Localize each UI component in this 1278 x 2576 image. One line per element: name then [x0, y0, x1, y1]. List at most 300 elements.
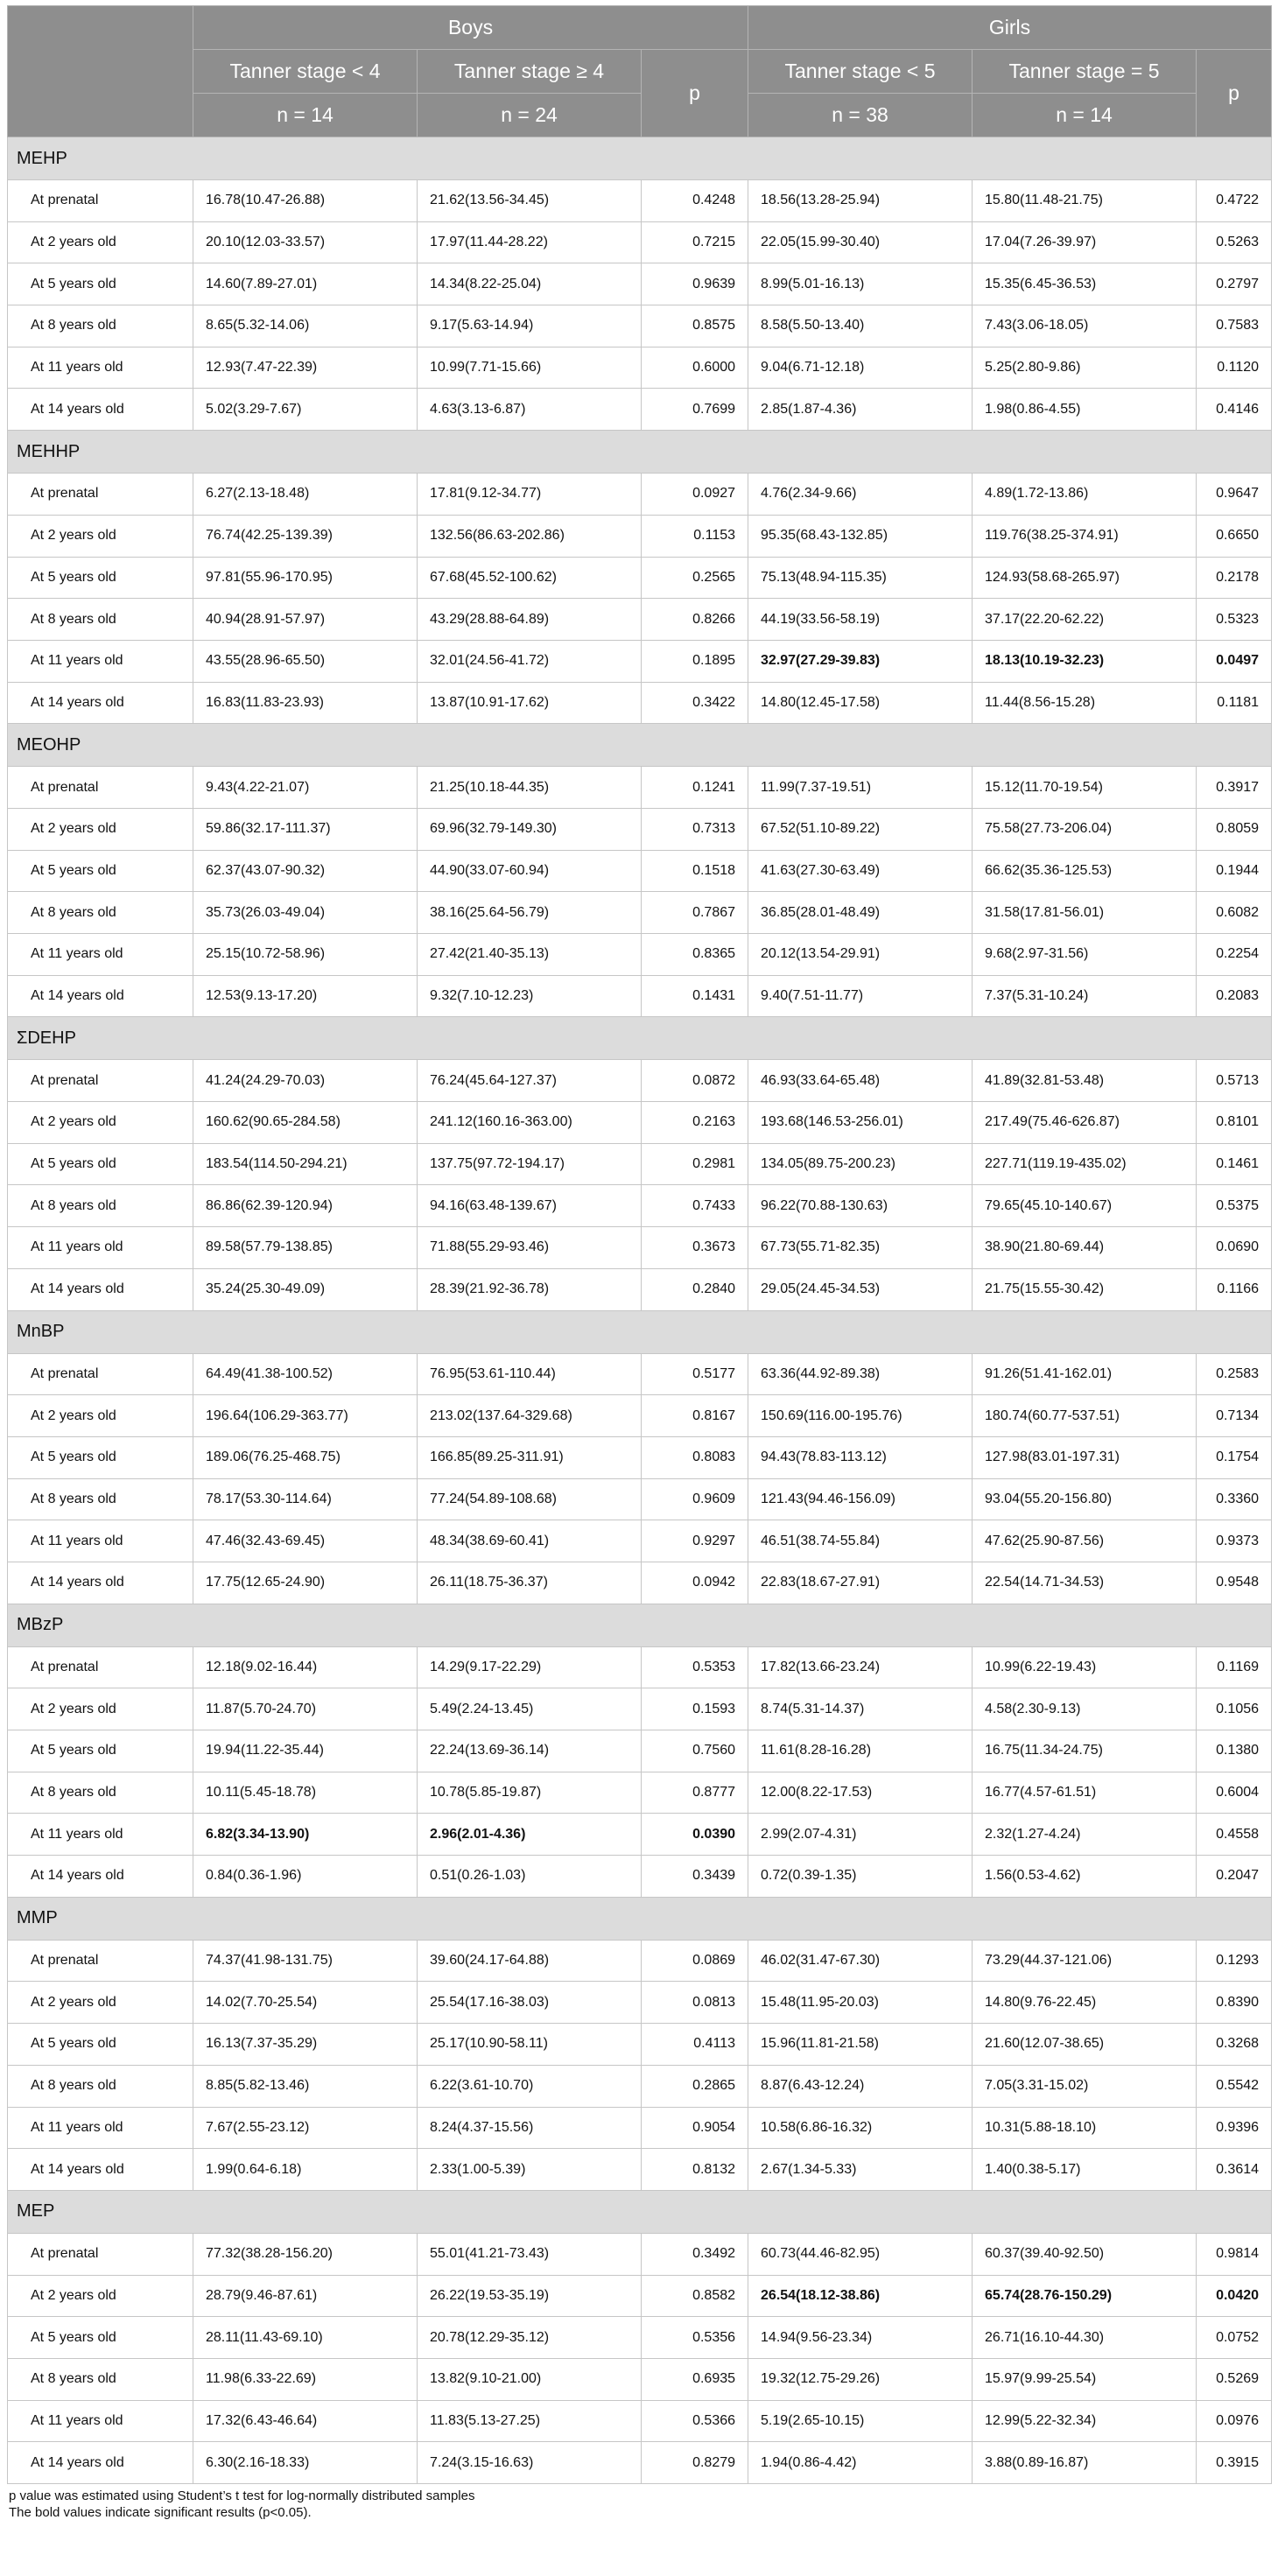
boys-stage-high-cell: 32.01(24.56-41.72): [418, 640, 642, 682]
row-label-cell: At 14 years old: [8, 1562, 193, 1604]
girls-stage-low-cell: 19.32(12.75-29.26): [748, 2358, 973, 2400]
boys-stage-low-cell: 183.54(114.50-294.21): [193, 1143, 418, 1185]
girls-stage-high-cell: 10.99(6.22-19.43): [973, 1646, 1197, 1688]
girls-p-value-cell: 0.7583: [1197, 305, 1272, 347]
girls-p-value-cell: 0.8390: [1197, 1982, 1272, 2024]
boys-stage-high-cell: 10.99(7.71-15.66): [418, 347, 642, 389]
boys-stage-high-cell: 4.63(3.13-6.87): [418, 389, 642, 431]
table-row: [8, 305, 1272, 347]
row-label-cell: At 11 years old: [8, 2107, 193, 2149]
boys-p-value-cell: 0.2840: [642, 1268, 748, 1310]
boys-stage-low-cell: 196.64(106.29-363.77): [193, 1395, 418, 1437]
group-row: [8, 431, 1272, 474]
boys-p-value-cell: 0.0872: [642, 1060, 748, 1102]
girls-stage-high-cell: 15.97(9.99-25.54): [973, 2358, 1197, 2400]
boys-stage-high-cell: 20.78(12.29-35.12): [418, 2317, 642, 2359]
girls-p-value-cell: 0.2047: [1197, 1856, 1272, 1898]
girls-p-value-cell: 0.1380: [1197, 1730, 1272, 1772]
group-row: [8, 1017, 1272, 1060]
group-name: MEHHP: [8, 431, 1272, 474]
boys-stage-high-cell: 17.97(11.44-28.22): [418, 221, 642, 263]
boys-stage-low-cell: 28.11(11.43-69.10): [193, 2317, 418, 2359]
girls-stage-low-cell: 9.40(7.51-11.77): [748, 975, 973, 1017]
table-row: [8, 1814, 1272, 1856]
boys-stage-low-cell: 25.15(10.72-58.96): [193, 934, 418, 976]
boys-stage-low-cell: 97.81(55.96-170.95): [193, 557, 418, 599]
row-label-cell: At 2 years old: [8, 1102, 193, 1144]
girls-stage-low-cell: 9.04(6.71-12.18): [748, 347, 973, 389]
row-label-cell: At 5 years old: [8, 1730, 193, 1772]
girls-stage-high-cell: 9.68(2.97-31.56): [973, 934, 1197, 976]
boys-stage-low-cell: 78.17(53.30-114.64): [193, 1478, 418, 1520]
girls-p-value-cell: 0.1166: [1197, 1268, 1272, 1310]
girls-stage-low-cell: 150.69(116.00-195.76): [748, 1395, 973, 1437]
boys-stage-high-cell: 8.24(4.37-15.56): [418, 2107, 642, 2149]
girls-p-value-cell: 0.6650: [1197, 515, 1272, 557]
boys-stage-low-cell: 12.18(9.02-16.44): [193, 1646, 418, 1688]
boys-stage-low-cell: 59.86(32.17-111.37): [193, 808, 418, 850]
header-boys-n-high: n = 24: [418, 94, 642, 137]
row-label-cell: At 5 years old: [8, 263, 193, 305]
girls-p-value-cell: 0.1293: [1197, 1940, 1272, 1982]
boys-stage-high-cell: 27.42(21.40-35.13): [418, 934, 642, 976]
boys-stage-low-cell: 47.46(32.43-69.45): [193, 1520, 418, 1562]
girls-stage-high-cell: 18.13(10.19-32.23): [973, 640, 1197, 682]
boys-stage-high-cell: 43.29(28.88-64.89): [418, 599, 642, 641]
girls-stage-low-cell: 46.51(38.74-55.84): [748, 1520, 973, 1562]
girls-p-value-cell: 0.1181: [1197, 682, 1272, 724]
table-row: [8, 557, 1272, 599]
row-label-cell: At 5 years old: [8, 1436, 193, 1478]
boys-p-value-cell: 0.9609: [642, 1478, 748, 1520]
girls-stage-high-cell: 11.44(8.56-15.28): [973, 682, 1197, 724]
girls-p-value-cell: 0.3360: [1197, 1478, 1272, 1520]
girls-stage-high-cell: 12.99(5.22-32.34): [973, 2400, 1197, 2442]
girls-p-value-cell: 0.5542: [1197, 2065, 1272, 2107]
boys-stage-high-cell: 9.17(5.63-14.94): [418, 305, 642, 347]
girls-p-value-cell: 0.6082: [1197, 892, 1272, 934]
row-label-cell: At 2 years old: [8, 221, 193, 263]
girls-p-value-cell: 0.1461: [1197, 1143, 1272, 1185]
girls-p-value-cell: 0.5269: [1197, 2358, 1272, 2400]
boys-p-value-cell: 0.1431: [642, 975, 748, 1017]
girls-stage-high-cell: 14.80(9.76-22.45): [973, 1982, 1197, 2024]
boys-stage-low-cell: 7.67(2.55-23.12): [193, 2107, 418, 2149]
boys-stage-high-cell: 2.33(1.00-5.39): [418, 2149, 642, 2191]
girls-stage-low-cell: 36.85(28.01-48.49): [748, 892, 973, 934]
group-name: MEHP: [8, 137, 1272, 180]
boys-stage-high-cell: 13.87(10.91-17.62): [418, 682, 642, 724]
boys-stage-low-cell: 41.24(24.29-70.03): [193, 1060, 418, 1102]
table-row: [8, 934, 1272, 976]
table-row: [8, 682, 1272, 724]
girls-stage-high-cell: 1.98(0.86-4.55): [973, 389, 1197, 431]
header-boys-stage-high: Tanner stage ≥ 4: [418, 50, 642, 94]
boys-stage-high-cell: 76.24(45.64-127.37): [418, 1060, 642, 1102]
table-row: [8, 975, 1272, 1017]
boys-p-value-cell: 0.2163: [642, 1102, 748, 1144]
table-row: [8, 474, 1272, 516]
girls-p-value-cell: 0.1120: [1197, 347, 1272, 389]
boys-p-value-cell: 0.0942: [642, 1562, 748, 1604]
boys-stage-low-cell: 8.65(5.32-14.06): [193, 305, 418, 347]
girls-stage-high-cell: 91.26(51.41-162.01): [973, 1353, 1197, 1395]
table-row: [8, 1436, 1272, 1478]
row-label-cell: At 8 years old: [8, 305, 193, 347]
boys-stage-high-cell: 21.25(10.18-44.35): [418, 767, 642, 809]
boys-stage-low-cell: 17.32(6.43-46.64): [193, 2400, 418, 2442]
boys-p-value-cell: 0.0390: [642, 1814, 748, 1856]
girls-p-value-cell: 0.2178: [1197, 557, 1272, 599]
boys-stage-low-cell: 43.55(28.96-65.50): [193, 640, 418, 682]
boys-stage-high-cell: 2.96(2.01-4.36): [418, 1814, 642, 1856]
girls-stage-low-cell: 96.22(70.88-130.63): [748, 1185, 973, 1227]
row-label-cell: At 11 years old: [8, 1227, 193, 1269]
row-label-cell: At prenatal: [8, 1353, 193, 1395]
girls-stage-low-cell: 12.00(8.22-17.53): [748, 1772, 973, 1814]
boys-stage-high-cell: 21.62(13.56-34.45): [418, 180, 642, 222]
footnote-p-value: p value was estimated using Student’s t test for log-normally distributed samples: [9, 2488, 475, 2503]
girls-stage-low-cell: 8.58(5.50-13.40): [748, 305, 973, 347]
girls-stage-high-cell: 41.89(32.81-53.48): [973, 1060, 1197, 1102]
header-blank-cell: [8, 6, 193, 137]
row-label-cell: At prenatal: [8, 2233, 193, 2275]
girls-stage-low-cell: 95.35(68.43-132.85): [748, 515, 973, 557]
row-label-cell: At 14 years old: [8, 2442, 193, 2484]
row-label-cell: At 8 years old: [8, 1185, 193, 1227]
boys-stage-low-cell: 16.13(7.37-35.29): [193, 2024, 418, 2066]
boys-stage-low-cell: 89.58(57.79-138.85): [193, 1227, 418, 1269]
girls-stage-low-cell: 46.93(33.64-65.48): [748, 1060, 973, 1102]
girls-stage-low-cell: 67.52(51.10-89.22): [748, 808, 973, 850]
group-name: ΣDEHP: [8, 1017, 1272, 1060]
boys-p-value-cell: 0.1153: [642, 515, 748, 557]
boys-stage-high-cell: 13.82(9.10-21.00): [418, 2358, 642, 2400]
girls-stage-high-cell: 93.04(55.20-156.80): [973, 1478, 1197, 1520]
table-row: [8, 1520, 1272, 1562]
boys-p-value-cell: 0.7560: [642, 1730, 748, 1772]
boys-stage-low-cell: 17.75(12.65-24.90): [193, 1562, 418, 1604]
table-row: [8, 2024, 1272, 2066]
girls-stage-high-cell: 16.75(11.34-24.75): [973, 1730, 1197, 1772]
girls-p-value-cell: 0.0420: [1197, 2275, 1272, 2317]
boys-p-value-cell: 0.0813: [642, 1982, 748, 2024]
boys-stage-low-cell: 35.73(26.03-49.04): [193, 892, 418, 934]
girls-p-value-cell: 0.4146: [1197, 389, 1272, 431]
girls-p-value-cell: 0.8059: [1197, 808, 1272, 850]
girls-stage-low-cell: 1.94(0.86-4.42): [748, 2442, 973, 2484]
boys-p-value-cell: 0.3492: [642, 2233, 748, 2275]
group-row: [8, 137, 1272, 180]
girls-stage-low-cell: 44.19(33.56-58.19): [748, 599, 973, 641]
girls-stage-high-cell: 227.71(119.19-435.02): [973, 1143, 1197, 1185]
boys-p-value-cell: 0.1241: [642, 767, 748, 809]
boys-stage-low-cell: 160.62(90.65-284.58): [193, 1102, 418, 1144]
girls-stage-low-cell: 2.99(2.07-4.31): [748, 1814, 973, 1856]
boys-stage-low-cell: 86.86(62.39-120.94): [193, 1185, 418, 1227]
boys-p-value-cell: 0.7313: [642, 808, 748, 850]
girls-stage-high-cell: 26.71(16.10-44.30): [973, 2317, 1197, 2359]
boys-stage-high-cell: 69.96(32.79-149.30): [418, 808, 642, 850]
girls-stage-low-cell: 11.99(7.37-19.51): [748, 767, 973, 809]
boys-stage-high-cell: 241.12(160.16-363.00): [418, 1102, 642, 1144]
boys-stage-low-cell: 14.02(7.70-25.54): [193, 1982, 418, 2024]
boys-stage-low-cell: 8.85(5.82-13.46): [193, 2065, 418, 2107]
table-row: [8, 1185, 1272, 1227]
boys-stage-low-cell: 6.30(2.16-18.33): [193, 2442, 418, 2484]
girls-stage-high-cell: 21.60(12.07-38.65): [973, 2024, 1197, 2066]
boys-p-value-cell: 0.1895: [642, 640, 748, 682]
table-row: [8, 640, 1272, 682]
girls-p-value-cell: 0.6004: [1197, 1772, 1272, 1814]
boys-stage-high-cell: 9.32(7.10-12.23): [418, 975, 642, 1017]
girls-stage-high-cell: 127.98(83.01-197.31): [973, 1436, 1197, 1478]
boys-p-value-cell: 0.7699: [642, 389, 748, 431]
boys-p-value-cell: 0.1593: [642, 1688, 748, 1730]
girls-stage-low-cell: 29.05(24.45-34.53): [748, 1268, 973, 1310]
girls-stage-high-cell: 73.29(44.37-121.06): [973, 1940, 1197, 1982]
boys-p-value-cell: 0.4113: [642, 2024, 748, 2066]
table-row: [8, 808, 1272, 850]
girls-p-value-cell: 0.8101: [1197, 1102, 1272, 1144]
girls-stage-low-cell: 5.19(2.65-10.15): [748, 2400, 973, 2442]
row-label-cell: At 14 years old: [8, 1268, 193, 1310]
girls-stage-high-cell: 66.62(35.36-125.53): [973, 850, 1197, 892]
girls-stage-high-cell: 1.40(0.38-5.17): [973, 2149, 1197, 2191]
row-label-cell: At 11 years old: [8, 640, 193, 682]
table-header: [8, 6, 1272, 137]
table-row: [8, 2400, 1272, 2442]
boys-p-value-cell: 0.2981: [642, 1143, 748, 1185]
boys-stage-low-cell: 5.02(3.29-7.67): [193, 389, 418, 431]
row-label-cell: At 2 years old: [8, 1982, 193, 2024]
row-label-cell: At prenatal: [8, 767, 193, 809]
boys-stage-low-cell: 77.32(38.28-156.20): [193, 2233, 418, 2275]
row-label-cell: At 8 years old: [8, 2065, 193, 2107]
girls-stage-low-cell: 2.67(1.34-5.33): [748, 2149, 973, 2191]
table-row: [8, 1395, 1272, 1437]
table-row: [8, 1268, 1272, 1310]
boys-p-value-cell: 0.5356: [642, 2317, 748, 2359]
table-row: [8, 1982, 1272, 2024]
row-label-cell: At 14 years old: [8, 2149, 193, 2191]
girls-stage-high-cell: 7.43(3.06-18.05): [973, 305, 1197, 347]
row-label-cell: At 11 years old: [8, 347, 193, 389]
boys-stage-high-cell: 137.75(97.72-194.17): [418, 1143, 642, 1185]
header-girls-n-low: n = 38: [748, 94, 973, 137]
group-name: MnBP: [8, 1310, 1272, 1353]
girls-stage-high-cell: 7.37(5.31-10.24): [973, 975, 1197, 1017]
boys-stage-high-cell: 55.01(41.21-73.43): [418, 2233, 642, 2275]
table-container: [7, 5, 1271, 2521]
table-row: [8, 1353, 1272, 1395]
row-label-cell: At 5 years old: [8, 2317, 193, 2359]
girls-p-value-cell: 0.1754: [1197, 1436, 1272, 1478]
girls-p-value-cell: 0.9814: [1197, 2233, 1272, 2275]
girls-stage-low-cell: 17.82(13.66-23.24): [748, 1646, 973, 1688]
boys-p-value-cell: 0.6935: [642, 2358, 748, 2400]
boys-p-value-cell: 0.2565: [642, 557, 748, 599]
boys-stage-high-cell: 7.24(3.15-16.63): [418, 2442, 642, 2484]
girls-stage-high-cell: 7.05(3.31-15.02): [973, 2065, 1197, 2107]
table-row: [8, 1060, 1272, 1102]
girls-p-value-cell: 0.9647: [1197, 474, 1272, 516]
row-label-cell: At 14 years old: [8, 389, 193, 431]
boys-stage-high-cell: 132.56(86.63-202.86): [418, 515, 642, 557]
table-row: [8, 2107, 1272, 2149]
boys-stage-low-cell: 6.27(2.13-18.48): [193, 474, 418, 516]
boys-p-value-cell: 0.8083: [642, 1436, 748, 1478]
boys-p-value-cell: 0.9639: [642, 263, 748, 305]
boys-stage-low-cell: 14.60(7.89-27.01): [193, 263, 418, 305]
row-label-cell: At 11 years old: [8, 1814, 193, 1856]
girls-p-value-cell: 0.5323: [1197, 599, 1272, 641]
row-label-cell: At 14 years old: [8, 975, 193, 1017]
row-label-cell: At 5 years old: [8, 557, 193, 599]
row-label-cell: At prenatal: [8, 180, 193, 222]
header-boys: Boys: [193, 6, 748, 50]
girls-stage-high-cell: 15.12(11.70-19.54): [973, 767, 1197, 809]
row-label-cell: At prenatal: [8, 1060, 193, 1102]
row-label-cell: At 5 years old: [8, 2024, 193, 2066]
boys-p-value-cell: 0.7867: [642, 892, 748, 934]
group-row: [8, 1897, 1272, 1940]
group-row: [8, 2190, 1272, 2233]
row-label-cell: At 11 years old: [8, 1520, 193, 1562]
boys-stage-high-cell: 48.34(38.69-60.41): [418, 1520, 642, 1562]
girls-stage-high-cell: 79.65(45.10-140.67): [973, 1185, 1197, 1227]
table-row: [8, 1940, 1272, 1982]
girls-p-value-cell: 0.3917: [1197, 767, 1272, 809]
boys-p-value-cell: 0.7433: [642, 1185, 748, 1227]
girls-stage-high-cell: 15.80(11.48-21.75): [973, 180, 1197, 222]
girls-stage-high-cell: 60.37(39.40-92.50): [973, 2233, 1197, 2275]
table-row: [8, 180, 1272, 222]
boys-stage-high-cell: 22.24(13.69-36.14): [418, 1730, 642, 1772]
table-row: [8, 2442, 1272, 2484]
row-label-cell: At 8 years old: [8, 2358, 193, 2400]
girls-stage-high-cell: 65.74(28.76-150.29): [973, 2275, 1197, 2317]
boys-stage-high-cell: 17.81(9.12-34.77): [418, 474, 642, 516]
girls-stage-high-cell: 180.74(60.77-537.51): [973, 1395, 1197, 1437]
girls-p-value-cell: 0.2083: [1197, 975, 1272, 1017]
girls-p-value-cell: 0.0497: [1197, 640, 1272, 682]
boys-stage-high-cell: 25.17(10.90-58.11): [418, 2024, 642, 2066]
row-label-cell: At 8 years old: [8, 892, 193, 934]
boys-stage-high-cell: 14.29(9.17-22.29): [418, 1646, 642, 1688]
boys-stage-low-cell: 64.49(41.38-100.52): [193, 1353, 418, 1395]
girls-p-value-cell: 0.1169: [1197, 1646, 1272, 1688]
data-table: [7, 5, 1272, 2484]
header-boys-stage-low: Tanner stage < 4: [193, 50, 418, 94]
boys-p-value-cell: 0.8777: [642, 1772, 748, 1814]
girls-stage-high-cell: 22.54(14.71-34.53): [973, 1562, 1197, 1604]
boys-p-value-cell: 0.8279: [642, 2442, 748, 2484]
table-row: [8, 2233, 1272, 2275]
boys-stage-low-cell: 76.74(42.25-139.39): [193, 515, 418, 557]
row-label-cell: At 11 years old: [8, 2400, 193, 2442]
row-label-cell: At 2 years old: [8, 2275, 193, 2317]
row-label-cell: At 11 years old: [8, 934, 193, 976]
group-row: [8, 1310, 1272, 1353]
row-label-cell: At 8 years old: [8, 599, 193, 641]
boys-stage-high-cell: 25.54(17.16-38.03): [418, 1982, 642, 2024]
group-row: [8, 724, 1272, 767]
table-row: [8, 389, 1272, 431]
header-boys-p: p: [642, 50, 748, 137]
girls-stage-low-cell: 14.80(12.45-17.58): [748, 682, 973, 724]
header-girls: Girls: [748, 6, 1272, 50]
girls-stage-high-cell: 38.90(21.80-69.44): [973, 1227, 1197, 1269]
boys-stage-high-cell: 76.95(53.61-110.44): [418, 1353, 642, 1395]
table-row: [8, 1478, 1272, 1520]
header-girls-stage-low: Tanner stage < 5: [748, 50, 973, 94]
girls-stage-high-cell: 5.25(2.80-9.86): [973, 347, 1197, 389]
group-name: MBzP: [8, 1604, 1272, 1646]
table-row: [8, 2149, 1272, 2191]
table-row: [8, 263, 1272, 305]
row-label-cell: At 2 years old: [8, 1395, 193, 1437]
boys-p-value-cell: 0.3673: [642, 1227, 748, 1269]
table-row: [8, 1688, 1272, 1730]
boys-stage-low-cell: 62.37(43.07-90.32): [193, 850, 418, 892]
boys-p-value-cell: 0.1518: [642, 850, 748, 892]
boys-stage-low-cell: 10.11(5.45-18.78): [193, 1772, 418, 1814]
boys-stage-high-cell: 44.90(33.07-60.94): [418, 850, 642, 892]
girls-stage-high-cell: 4.89(1.72-13.86): [973, 474, 1197, 516]
boys-stage-low-cell: 6.82(3.34-13.90): [193, 1814, 418, 1856]
girls-p-value-cell: 0.5375: [1197, 1185, 1272, 1227]
row-label-cell: At prenatal: [8, 1940, 193, 1982]
girls-p-value-cell: 0.1944: [1197, 850, 1272, 892]
girls-stage-high-cell: 4.58(2.30-9.13): [973, 1688, 1197, 1730]
boys-p-value-cell: 0.0869: [642, 1940, 748, 1982]
girls-p-value-cell: 0.2254: [1197, 934, 1272, 976]
boys-stage-high-cell: 213.02(137.64-329.68): [418, 1395, 642, 1437]
boys-stage-high-cell: 94.16(63.48-139.67): [418, 1185, 642, 1227]
boys-stage-low-cell: 0.84(0.36-1.96): [193, 1856, 418, 1898]
boys-stage-high-cell: 26.22(19.53-35.19): [418, 2275, 642, 2317]
header-boys-n-low: n = 14: [193, 94, 418, 137]
row-label-cell: At 8 years old: [8, 1772, 193, 1814]
girls-stage-low-cell: 2.85(1.87-4.36): [748, 389, 973, 431]
girls-stage-low-cell: 63.36(44.92-89.38): [748, 1353, 973, 1395]
girls-p-value-cell: 0.2797: [1197, 263, 1272, 305]
boys-stage-low-cell: 20.10(12.03-33.57): [193, 221, 418, 263]
girls-stage-low-cell: 10.58(6.86-16.32): [748, 2107, 973, 2149]
girls-stage-low-cell: 11.61(8.28-16.28): [748, 1730, 973, 1772]
girls-stage-low-cell: 0.72(0.39-1.35): [748, 1856, 973, 1898]
girls-stage-high-cell: 1.56(0.53-4.62): [973, 1856, 1197, 1898]
girls-stage-high-cell: 75.58(27.73-206.04): [973, 808, 1197, 850]
boys-p-value-cell: 0.8582: [642, 2275, 748, 2317]
table-row: [8, 892, 1272, 934]
boys-stage-low-cell: 16.83(11.83-23.93): [193, 682, 418, 724]
girls-stage-low-cell: 22.83(18.67-27.91): [748, 1562, 973, 1604]
table-row: [8, 1772, 1272, 1814]
girls-p-value-cell: 0.0752: [1197, 2317, 1272, 2359]
boys-p-value-cell: 0.8365: [642, 934, 748, 976]
girls-stage-low-cell: 8.99(5.01-16.13): [748, 263, 973, 305]
boys-stage-low-cell: 189.06(76.25-468.75): [193, 1436, 418, 1478]
girls-p-value-cell: 0.5263: [1197, 221, 1272, 263]
boys-p-value-cell: 0.6000: [642, 347, 748, 389]
table-row: [8, 1856, 1272, 1898]
girls-p-value-cell: 0.5713: [1197, 1060, 1272, 1102]
table-row: [8, 515, 1272, 557]
table-row: [8, 599, 1272, 641]
group-name: MMP: [8, 1897, 1272, 1940]
